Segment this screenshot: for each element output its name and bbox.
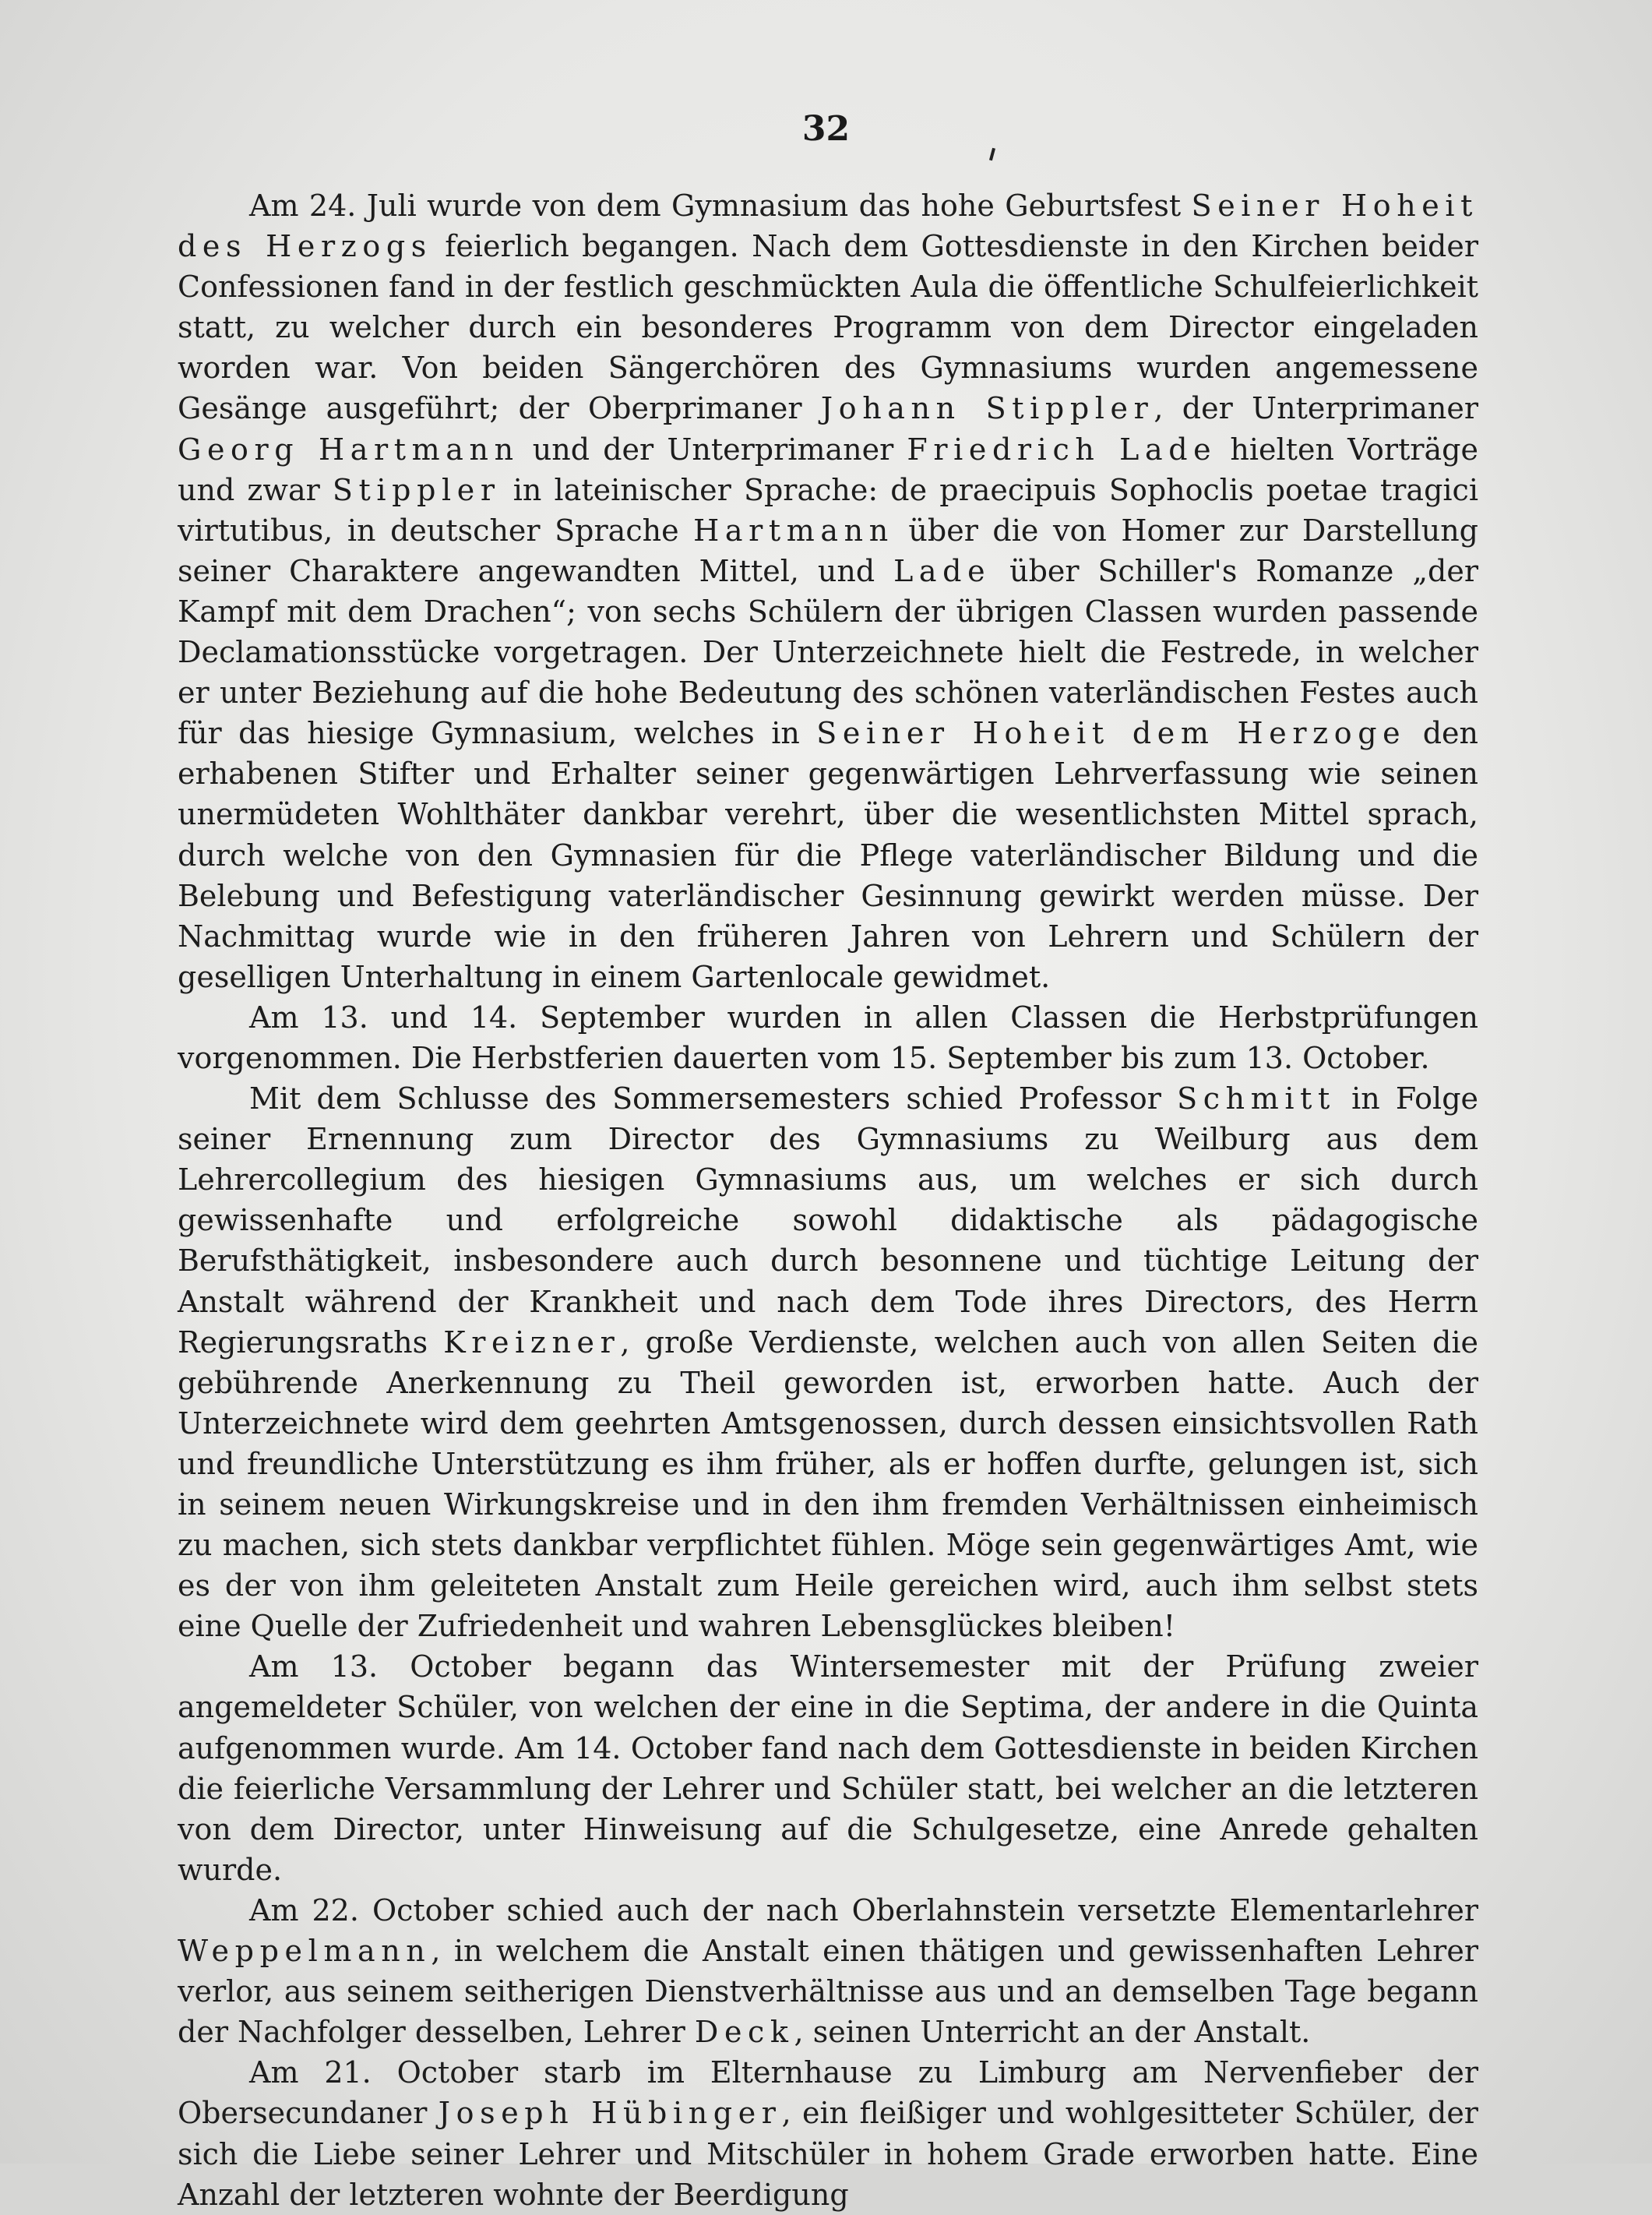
text-run: und der Unterprimaner [519, 432, 907, 467]
text-run: Am 24. Juli wurde von dem Gymnasium das hohe Geburtsfest [249, 189, 1192, 223]
text-run: , große Verdienste, welchen auch von allen Seiten die gebührende Anerkennung zu Theil geworden ist, erworben hatte. Auch der Unterzeichnete wird dem geehrten Amtsgenossen, durch dessen einsichtsvollen Rath und freundliche Unterstützung es ihm früher, als er hoffen durfte, gelungen ist, sich in seinem neuen Wirkungskreise und in den ihm fremden Verhältnissen einheimisch zu machen, sich stets dankbar verpflichtet fühlen. Möge sein gegenwärtiges Amt, wie es der von ihm geleiteten Anstalt zum Heile gereichen wird, auch ihm selbst stets eine Quelle der Zufriedenheit und wahren Lebensglückes bleiben! [178, 1324, 1478, 1644]
text-run: hielten Vorträge und zwar [178, 432, 1478, 507]
page-number: 32 [801, 109, 851, 149]
spaced-name: Deck [694, 2015, 794, 2050]
paragraph [178, 185, 1478, 997]
spaced-name: Hartmann [693, 513, 894, 548]
spaced-name: Seiner Hoheit dem Herzoge [816, 716, 1407, 751]
text-run: Am 22. October schied auch der nach Oberlahnstein versetzte Elementarlehrer [249, 1892, 1478, 1928]
paragraph [178, 997, 1478, 1078]
spaced-name: Friedrich Lade [907, 432, 1217, 467]
spaced-name: Joseph Hübinger [438, 2096, 782, 2131]
text-run: , seinen Unterricht an der Anstalt. [794, 2015, 1311, 2050]
text-run: Am 13. October begann das Wintersemester mit der Prüfung zweier angemeldeter Schüler, von welchen der eine in die Septima, der andere in die Quinta aufgenommen wurde. Am 14. October fand nach dem Gottesdienste in beiden Kirchen die feierliche Versammlung der Lehrer und Schüler statt, bei welcher an die letzteren von dem Director, unter Hinweisung auf die Schulgesetze, eine Anrede gehalten wurde. [178, 1649, 1478, 1887]
text-run: Mit dem Schlusse des Sommersemesters schied Professor [249, 1081, 1178, 1116]
text-run: über Schiller's Romanze „der Kampf mit dem Drachen“; von sechs Schülern der übrigen Classen wurden passende Declamationsstücke vorgetragen. Der Unterzeichnete hielt die Festrede, in welcher er unter Beziehung auf die hohe Bedeutung des schönen vaterländischen Festes auch für das hiesige Gymnasium, welches in [178, 553, 1478, 751]
text-run: den erhabenen Stifter und Erhalter seiner gegenwärtigen Lehrverfassung wie seinen unermüdeten Wohlthäter dankbar verehrt, über die wesentlichsten Mittel sprach, durch welche von den Gymnasien für die Pflege vaterländischer Bildung und die Belebung und Befestigung vaterländischer Gesinnung gewirkt werden müsse. Der Nachmittag wurde wie in den früheren Jahren von Lehrern und Schülern der geselligen Unterhaltung in einem Gartenlocale gewidmet. [178, 716, 1478, 994]
paragraph [178, 2052, 1478, 2214]
text-run: , der Unterprimaner [1154, 391, 1478, 426]
print-mark [989, 148, 995, 160]
spaced-name: Stippler [332, 472, 501, 507]
body-text [178, 185, 1478, 2215]
paragraph [178, 1078, 1478, 1646]
text-run: Am 13. und 14. September wurden in allen Classen die Herbstprüfungen vorgenommen. Die Herbstferien dauerten vom 15. September bis zum 13. October. [178, 1000, 1478, 1075]
spaced-name: Seiner Hoheit des Herzogs [178, 189, 1478, 264]
text-run: feierlich begangen. Nach dem Gottesdienste in den Kirchen beider Confessionen fand in der festlich geschmückten Aula die öffentliche Schulfeierlichkeit statt, zu welcher durch ein besonderes Programm von dem Director eingeladen worden war. Von beiden Sängerchören des Gymnasiums wurden angemessene Gesänge ausgeführt; der Oberprimaner [178, 229, 1478, 426]
text-run: über die von Homer zur Darstellung seiner Charaktere angewandten Mittel, und [178, 513, 1479, 588]
spaced-name: Schmitt [1177, 1081, 1336, 1116]
paragraph [178, 1890, 1478, 2052]
spaced-name: Georg Hartmann [178, 432, 520, 467]
paragraph [178, 1646, 1478, 1890]
text-run: in Folge seiner Ernennung zum Director des Gymnasiums zu Weilburg aus dem Lehrercollegium des hiesigen Gymnasiums aus, um welches er sich durch gewissenhafte und erfolgreiche sowohl didaktische als pädagogische Berufsthätigkeit, insbesondere auch durch besonnene und tüchtige Leitung der Anstalt während der Krankheit und nach dem Tode ihres Directors, des Herrn Regierungsraths [178, 1081, 1479, 1360]
text-run: Am 21. October starb im Elternhause zu Limburg am Nervenfieber der Obersecundaner [178, 2055, 1478, 2131]
spaced-name: Weppelmann [178, 1934, 431, 1969]
spaced-name: Kreizner [443, 1324, 621, 1360]
text-run: , ein fleißiger und wohlgesitteter Schüler, der sich die Liebe seiner Lehrer und Mitschüler in hohem Grade erworben hatte. Eine Anzahl der letzteren wohnte der Beerdigung [178, 2096, 1478, 2212]
spaced-name: Lade [893, 553, 992, 588]
text-run: in lateinischer Sprache: de praecipuis Sophoclis poetae tragici virtutibus, in deutscher Sprache [178, 472, 1478, 548]
text-run: , in welchem die Anstalt einen thätigen und gewissenhaften Lehrer verlor, aus seinem seitherigen Dienstverhältnisse aus und an demselben Tage begann der Nachfolger desselben, Lehrer [178, 1934, 1478, 2050]
spaced-name: Johann Stippler [820, 391, 1154, 426]
